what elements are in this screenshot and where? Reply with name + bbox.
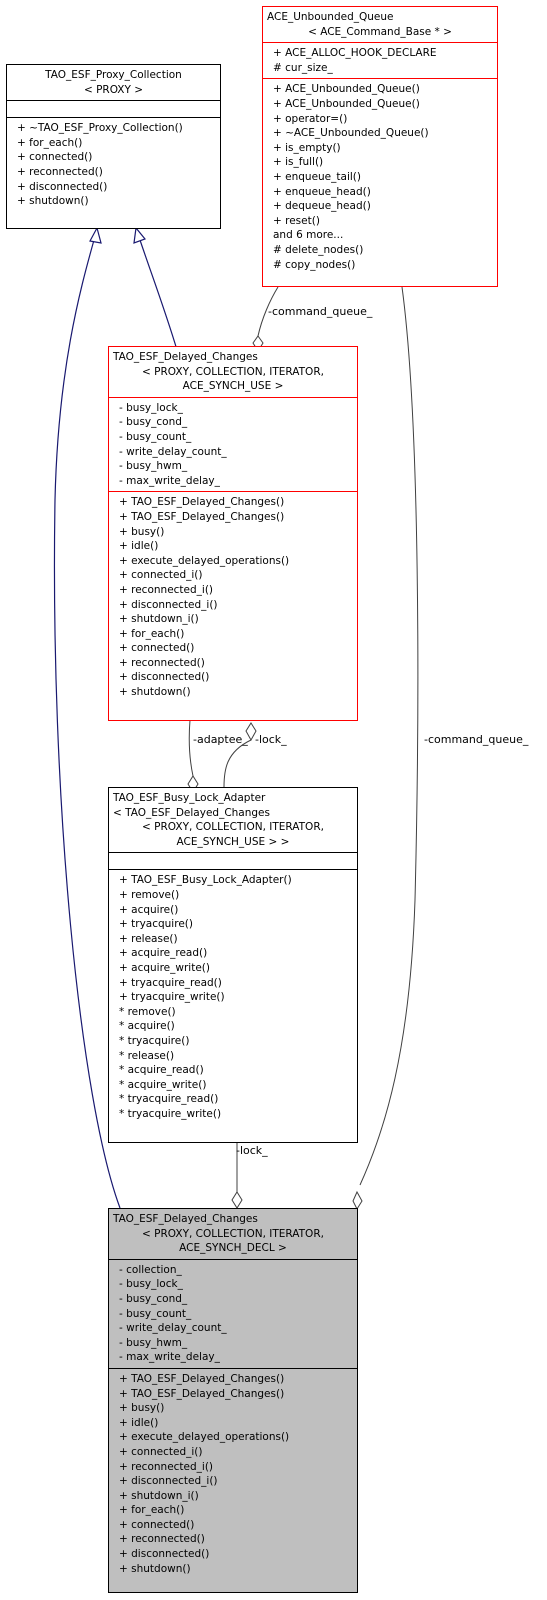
attribute: - max_write_delay_ [119, 1351, 220, 1364]
operation: + connected_i() [119, 569, 203, 582]
operation: + shutdown() [119, 686, 191, 699]
edge-label-lock-upper: -lock_ [255, 733, 287, 746]
operation: + enqueue_tail() [273, 170, 361, 183]
template-params: ACE_SYNCH_USE > > [176, 835, 290, 848]
attribute: - busy_cond_ [119, 1292, 188, 1305]
operations-section [263, 78, 497, 275]
operation: + reconnected_i() [119, 1460, 214, 1473]
edge-label-command-queue-upper: -command_queue_ [268, 305, 373, 318]
attributes-section [109, 397, 357, 492]
class-title [109, 347, 357, 397]
operation: * tryacquire_write() [119, 1107, 222, 1120]
attributes-section [109, 1259, 357, 1368]
operation: + shutdown() [119, 1562, 191, 1575]
operation: + dequeue_head() [273, 200, 371, 213]
template-params: < PROXY > [83, 83, 144, 96]
class-title [263, 7, 497, 42]
class-name: TAO_ESF_Delayed_Changes [113, 1213, 258, 1225]
operation: + tryacquire_write() [119, 991, 225, 1004]
attribute: # cur_size_ [273, 61, 333, 74]
class-name: TAO_ESF_Busy_Lock_Adapter [113, 792, 266, 804]
operation: + execute_delayed_operations() [119, 1431, 290, 1444]
operation: + acquire() [119, 903, 179, 916]
operation: + connected() [17, 151, 93, 164]
attribute: - busy_hwm_ [119, 1336, 188, 1349]
operation: # copy_nodes() [273, 258, 356, 271]
operation: + is_empty() [273, 141, 341, 154]
operation: + acquire_write() [119, 961, 210, 974]
inheritance-edge-use-to-proxy [140, 240, 177, 350]
usage-edge-command-queue-decl [360, 287, 418, 1185]
attribute: - max_write_delay_ [119, 474, 220, 487]
operation: * acquire_read() [119, 1064, 204, 1077]
operation: + enqueue_head() [273, 185, 371, 198]
operation: + busy() [119, 1402, 165, 1415]
class-node-delayed-changes-decl[interactable] [108, 1208, 358, 1593]
operation: + TAO_ESF_Delayed_Changes() [119, 1387, 285, 1400]
attribute: - collection_ [119, 1263, 182, 1276]
edge-label-command-queue-right: -command_queue_ [424, 733, 529, 746]
attribute: - busy_lock_ [119, 401, 183, 414]
class-node-unbounded-queue[interactable] [262, 6, 498, 287]
class-title [109, 788, 357, 852]
attribute: - write_delay_count_ [119, 1322, 227, 1335]
operation: * release() [119, 1049, 175, 1062]
inheritance-arrowhead-decl [90, 228, 101, 243]
attribute: - busy_count_ [119, 1307, 192, 1320]
template-params: < TAO_ESF_Delayed_Changes [113, 806, 270, 819]
usage-edge-adaptee [189, 720, 193, 776]
operations-section [109, 491, 357, 702]
operation: + reconnected() [119, 1533, 205, 1546]
operation: # delete_nodes() [273, 243, 364, 256]
operation: * tryacquire() [119, 1034, 190, 1047]
edge-label-adaptee: -adaptee_ [193, 733, 248, 746]
operation: + shutdown_i() [119, 613, 199, 626]
operation: + busy() [119, 525, 165, 538]
attribute: - busy_count_ [119, 430, 192, 443]
operation: + for_each() [119, 1504, 185, 1517]
operation: * acquire_write() [119, 1078, 207, 1091]
operation: + connected_i() [119, 1445, 203, 1458]
operation: + TAO_ESF_Delayed_Changes() [119, 496, 285, 509]
operation: + ~TAO_ESF_Proxy_Collection() [17, 122, 183, 135]
operation: + idle() [119, 540, 159, 553]
operation: + is_full() [273, 156, 324, 169]
operation: + ~ACE_Unbounded_Queue() [273, 127, 429, 140]
class-title [109, 1209, 357, 1259]
class-node-delayed-changes-use[interactable] [108, 346, 358, 721]
attributes-section [7, 100, 220, 117]
operation: + ACE_Unbounded_Queue() [273, 83, 420, 96]
operation: + disconnected_i() [119, 598, 218, 611]
operation: + reconnected() [119, 656, 205, 669]
operation: + reconnected() [17, 165, 103, 178]
operation-more-link[interactable]: and 6 more... [273, 229, 344, 242]
inheritance-arrowhead-use [134, 228, 145, 243]
operation: + tryacquire() [119, 918, 193, 931]
operation: + disconnected() [17, 180, 108, 193]
attribute: - busy_cond_ [119, 416, 188, 429]
attribute: - busy_hwm_ [119, 460, 188, 473]
operation: * remove() [119, 1005, 176, 1018]
template-params: ACE_SYNCH_USE > [182, 380, 284, 393]
operations-section [109, 869, 357, 1124]
operation: + for_each() [17, 136, 83, 149]
class-name: TAO_ESF_Proxy_Collection [45, 69, 182, 81]
operation: + release() [119, 932, 178, 945]
class-node-busy-lock-adapter[interactable] [108, 787, 358, 1143]
operation: + disconnected() [119, 1548, 210, 1561]
template-params: < PROXY, COLLECTION, ITERATOR, [142, 1227, 324, 1240]
operation: + TAO_ESF_Delayed_Changes() [119, 1372, 285, 1385]
operation: + execute_delayed_operations() [119, 554, 290, 567]
template-params: < PROXY, COLLECTION, ITERATOR, [142, 365, 324, 378]
aggregation-diamond-lock-lower [232, 1192, 242, 1208]
operation: + disconnected_i() [119, 1475, 218, 1488]
operations-section [109, 1368, 357, 1579]
operation: * tryacquire_read() [119, 1093, 219, 1106]
operation: + shutdown_i() [119, 1489, 199, 1502]
aggregation-diamond-decl [353, 1192, 362, 1209]
operation: + connected() [119, 1518, 195, 1531]
template-params: ACE_SYNCH_DECL > [179, 1242, 287, 1255]
operation: + tryacquire_read() [119, 976, 222, 989]
attributes-section [109, 852, 357, 869]
class-name: TAO_ESF_Delayed_Changes [113, 351, 258, 363]
class-title [7, 65, 220, 100]
usage-edge-lock-upper [224, 740, 251, 787]
attribute: - busy_lock_ [119, 1278, 183, 1291]
operation: + for_each() [119, 627, 185, 640]
operation: + shutdown() [17, 195, 89, 208]
operation: + operator=() [273, 112, 348, 125]
attribute: - write_delay_count_ [119, 445, 227, 458]
attributes-section [263, 42, 497, 78]
operation: + TAO_ESF_Delayed_Changes() [119, 510, 285, 523]
class-name: ACE_Unbounded_Queue [267, 11, 394, 23]
class-node-proxy-collection[interactable] [6, 64, 221, 229]
operation: + reset() [273, 214, 320, 227]
attribute: + ACE_ALLOC_HOOK_DECLARE [273, 47, 437, 60]
operations-section [7, 117, 220, 212]
operation: + idle() [119, 1416, 159, 1429]
operation: + disconnected() [119, 671, 210, 684]
operation: + acquire_read() [119, 947, 208, 960]
operation: + ACE_Unbounded_Queue() [273, 97, 420, 110]
operation: * acquire() [119, 1020, 175, 1033]
operation: + TAO_ESF_Busy_Lock_Adapter() [119, 874, 292, 887]
operation: + reconnected_i() [119, 583, 214, 596]
edge-label-lock-lower: -lock_ [236, 1144, 268, 1157]
operation: + remove() [119, 888, 180, 901]
template-params: < PROXY, COLLECTION, ITERATOR, [142, 821, 324, 834]
template-params: < ACE_Command_Base * > [308, 25, 452, 38]
operation: + connected() [119, 642, 195, 655]
